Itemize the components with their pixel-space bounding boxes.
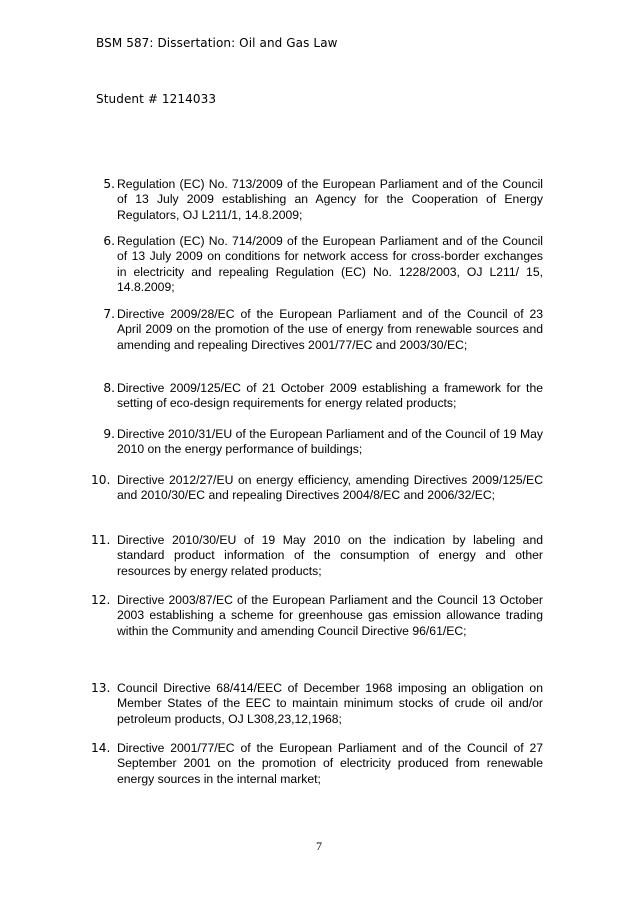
reference-text: Regulation (EC) No. 714/2009 of the European Parliament and of the Council of 13 July 2009 on conditions for network access for cross-border exchanges in electricity and repealing Regulation (EC) No. 1228/2003, OJ L211/ 15, 14.8.2009; bbox=[117, 234, 543, 294]
reference-item bbox=[91, 593, 543, 639]
reference-item bbox=[91, 533, 543, 579]
reference-number: 7. bbox=[103, 307, 115, 321]
reference-item bbox=[91, 741, 543, 787]
reference-item bbox=[103, 381, 543, 412]
reference-number: 11. bbox=[91, 533, 111, 547]
reference-item bbox=[91, 681, 543, 727]
reference-number: 6. bbox=[103, 234, 115, 248]
reference-item bbox=[91, 473, 543, 504]
reference-text: Directive 2009/125/EC of 21 October 2009 establishing a framework for the setting of eco-design requirements for energy related products; bbox=[117, 381, 543, 411]
reference-text: Directive 2009/28/EC of the European Parliament and of the Council of 23 April 2009 on the promotion of the use of energy from renewable sources and amending and repealing Directives 2001/77/EC and 2003/30/EC; bbox=[117, 307, 543, 352]
reference-text: Directive 2003/87/EC of the European Parliament and the Council 13 October 2003 establishing a scheme for greenhouse gas emission allowance trading within the Community and amending Council Directive 96/61/EC; bbox=[117, 593, 543, 638]
reference-number: 14. bbox=[91, 741, 111, 755]
reference-number: 13. bbox=[91, 681, 111, 695]
reference-item bbox=[103, 427, 543, 458]
reference-number: 12. bbox=[91, 593, 111, 607]
student-number: Student # 1214033 bbox=[96, 92, 217, 106]
reference-text: Directive 2001/77/EC of the European Parliament and of the Council of 27 September 2001 on the promotion of electricity produced from renewable energy sources in the internal market; bbox=[117, 741, 543, 786]
reference-text: Directive 2012/27/EU on energy efficiency, amending Directives 2009/125/EC and 2010/30/EC and repealing Directives 2004/8/EC and 2006/32/EC; bbox=[117, 473, 543, 503]
reference-item bbox=[103, 307, 543, 353]
reference-number: 9. bbox=[103, 427, 115, 441]
reference-number: 8. bbox=[103, 381, 115, 395]
reference-text: Directive 2010/30/EU of 19 May 2010 on the indication by labeling and standard product information of the consumption of energy and other resources by energy related products; bbox=[117, 533, 543, 578]
reference-number: 10. bbox=[91, 473, 111, 487]
page-number: 7 bbox=[316, 839, 322, 853]
reference-text: Directive 2010/31/EU of the European Parliament and of the Council of 19 May 2010 on the energy performance of buildings; bbox=[117, 427, 543, 457]
reference-number: 5. bbox=[103, 177, 115, 191]
reference-item bbox=[103, 234, 543, 295]
document-title: BSM 587: Dissertation: Oil and Gas Law bbox=[96, 36, 338, 50]
reference-text: Regulation (EC) No. 713/2009 of the European Parliament and of the Council of 13 July 2009 establishing an Agency for the Cooperation of Energy Regulators, OJ L211/1, 14.8.2009; bbox=[117, 177, 543, 222]
reference-item bbox=[103, 177, 543, 223]
reference-text: Council Directive 68/414/EEC of December 1968 imposing an obligation on Member States of the EEC to maintain minimum stocks of crude oil and/or petroleum products, OJ L308,23,12,1968; bbox=[117, 681, 543, 726]
